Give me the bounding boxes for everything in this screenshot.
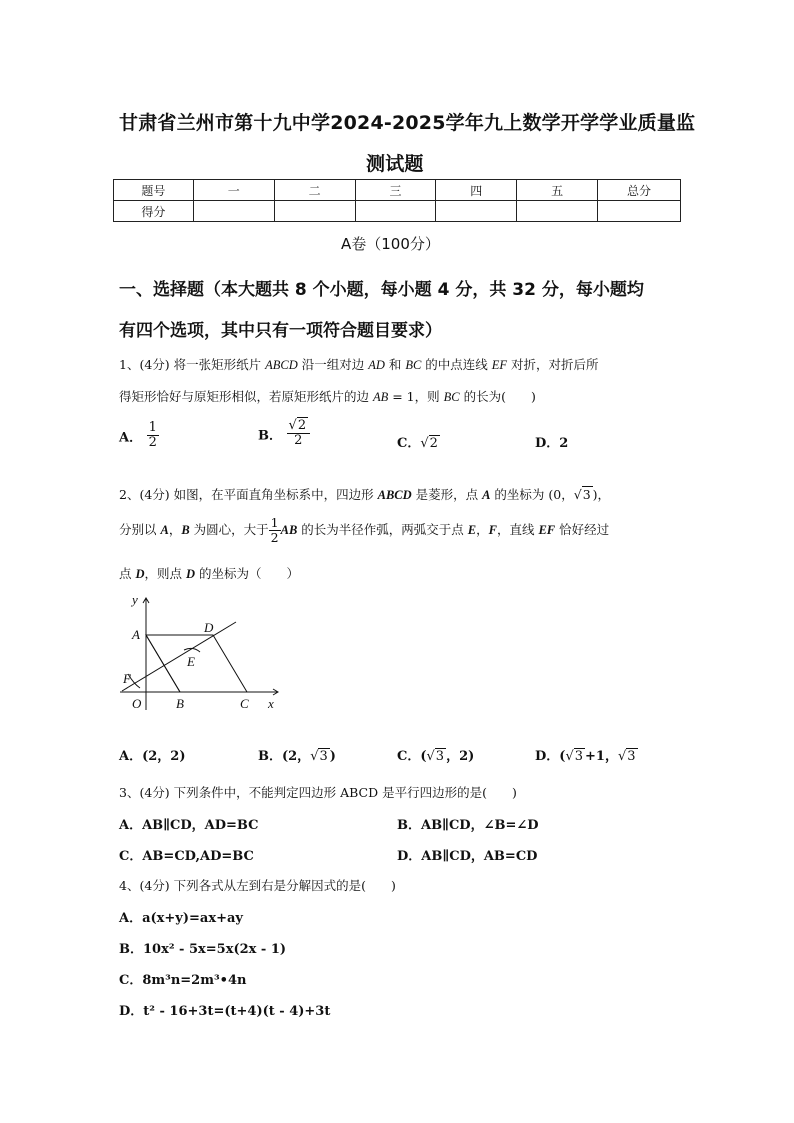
- score-cell[interactable]: [436, 201, 517, 222]
- score-header-cell: 四: [436, 180, 517, 201]
- page-title-cont: 测试题: [366, 153, 424, 175]
- score-table-header-row: [114, 180, 681, 201]
- score-table-score-row: [114, 201, 681, 222]
- label-f: F: [123, 671, 131, 686]
- label-d: D: [204, 620, 214, 635]
- q1-text: 的长为( ): [459, 389, 536, 404]
- score-header-cell: 五: [517, 180, 598, 201]
- question-1-line-1: [119, 355, 599, 373]
- option-label: C．: [397, 436, 421, 451]
- q1-text: 对折，对折后所: [507, 357, 599, 372]
- q2-text: ，: [168, 521, 182, 537]
- score-header-cell: 总分: [598, 180, 681, 201]
- rhombus-abcd: [146, 635, 247, 692]
- q2-var: ABCD: [377, 488, 412, 502]
- sqrt: √3: [565, 749, 584, 764]
- label-b: B: [176, 696, 184, 711]
- q2-text: 为圆心，大于: [189, 521, 269, 537]
- q2-option-c[interactable]: [397, 745, 474, 764]
- fraction-denominator: 2: [148, 435, 157, 451]
- q4-option-d[interactable]: D．t² - 16+3t=(t+4)(t - 4)+3t: [119, 1004, 331, 1019]
- q1-option-b[interactable]: [258, 419, 310, 449]
- q1-var: EF: [491, 358, 508, 372]
- q1-option-d[interactable]: D．2: [535, 436, 569, 451]
- q4-option-a[interactable]: A．a(x+y)=ax+ay: [119, 911, 243, 926]
- section-heading: 一、选择题（本大题共 8 个小题，每小题 4 分，共 32 分，每小题均: [119, 280, 644, 300]
- q2-var: D: [135, 567, 145, 581]
- sqrt-radicand: 3: [574, 749, 584, 764]
- q2-text: 的坐标为（ ）: [195, 566, 300, 581]
- q3-option-d[interactable]: D．AB∥CD，AB=CD: [397, 849, 538, 864]
- q1-var: ABCD: [265, 358, 298, 372]
- segment-ab: [146, 635, 180, 692]
- question-4-stem: 4、(4分) 下列各式从左到右是分解因式的是( ): [119, 878, 396, 893]
- sqrt-radicand: 3: [319, 749, 328, 764]
- sqrt: √2: [288, 418, 307, 433]
- q2-var: EF: [538, 522, 556, 537]
- fraction-denominator: 2: [270, 529, 279, 545]
- q1-var: BC: [443, 390, 460, 404]
- option-text: ): [329, 749, 336, 764]
- score-header-cell: 题号: [114, 180, 194, 201]
- q2-text: 是菱形，点: [411, 487, 483, 502]
- score-header-cell: 三: [355, 180, 436, 201]
- option-label: A．: [119, 430, 143, 446]
- q2-var: A: [160, 522, 169, 537]
- q2-text: )，: [592, 487, 611, 502]
- q3-option-b[interactable]: B．AB∥CD，∠B=∠D: [397, 818, 539, 833]
- section-heading-cont: 有四个选项，其中只有一项符合题目要求）: [119, 321, 442, 341]
- q2-text: 的坐标为 (0，: [490, 487, 574, 502]
- q2-option-d[interactable]: [535, 745, 638, 764]
- q2-text: 分别以: [119, 521, 161, 537]
- q2-text: ，直线: [496, 521, 539, 537]
- q1-text: = 1，则: [388, 389, 444, 404]
- score-cell[interactable]: [598, 201, 681, 222]
- q3-option-c[interactable]: C．AB=CD,AD=BC: [119, 849, 254, 864]
- sqrt-radicand: 3: [627, 749, 636, 764]
- question-3-stem: 3、(4分) 下列条件中，不能判定四边形 ABCD 是平行四边形的是( ): [119, 785, 517, 800]
- q2-text: 的长为半径作弧，两弧交于点: [297, 521, 468, 537]
- q1-text: 和: [384, 357, 406, 372]
- fraction: [147, 421, 159, 451]
- question-2-line-1: [119, 485, 610, 503]
- score-cell[interactable]: [193, 201, 274, 222]
- score-row-label: 得分: [114, 201, 194, 222]
- option-text: B．(2，: [258, 749, 311, 764]
- q4-option-c[interactable]: C．8m³n=2m³•4n: [119, 973, 247, 988]
- q2-text: ，: [476, 521, 489, 537]
- q2-var: AB: [280, 522, 298, 537]
- sqrt: √3: [426, 749, 445, 764]
- fraction-numerator: 1: [270, 515, 279, 530]
- fraction-numerator: 1: [148, 420, 157, 435]
- label-x: x: [268, 696, 274, 711]
- sqrt: √2: [420, 436, 438, 451]
- question-1-line-2: [119, 387, 536, 405]
- label-o: O: [132, 696, 142, 711]
- q2-text: 2、(4分) 如图，在平面直角坐标系中，四边形: [119, 487, 378, 502]
- question-2-line-2: [119, 516, 609, 545]
- score-cell[interactable]: [355, 201, 436, 222]
- fraction: [287, 419, 311, 449]
- label-e: E: [187, 654, 195, 669]
- q1-var: AD: [368, 358, 385, 372]
- q2-option-b[interactable]: [258, 745, 336, 764]
- option-label: B．: [258, 428, 282, 444]
- q1-var: AB: [372, 390, 389, 404]
- fraction: [269, 516, 281, 545]
- label-y: y: [132, 592, 138, 607]
- sqrt: √3: [573, 487, 591, 502]
- sqrt-radicand: 2: [297, 418, 307, 433]
- label-c: C: [240, 696, 249, 711]
- option-text: D．(: [535, 749, 566, 764]
- q2-text: 恰好经过: [555, 521, 610, 537]
- score-cell[interactable]: [274, 201, 355, 222]
- sqrt-radicand: 3: [582, 487, 591, 502]
- page-title: 甘肃省兰州市第十九中学2024-2025学年九上数学开学学业质量监: [119, 112, 696, 134]
- paper-label: A卷（100分）: [341, 235, 440, 253]
- q1-var: BC: [405, 358, 422, 372]
- option-text: C．(: [397, 749, 427, 764]
- score-header-cell: 二: [274, 180, 355, 201]
- q3-option-a[interactable]: A．AB∥CD，AD=BC: [119, 818, 259, 833]
- q1-text: 得矩形恰好与原矩形相似，若原矩形纸片的边: [119, 389, 373, 404]
- q1-text: 1、(4分) 将一张矩形纸片: [119, 357, 266, 372]
- score-table: [113, 179, 681, 222]
- question-2-line-3: [119, 564, 299, 582]
- q4-option-b[interactable]: B．10x² - 5x=5x(2x - 1): [119, 942, 287, 957]
- fraction-denominator: 2: [294, 433, 303, 449]
- q2-var: A: [482, 488, 491, 502]
- q2-var: B: [181, 522, 190, 537]
- q2-var: E: [467, 522, 477, 537]
- q1-option-a[interactable]: [119, 421, 159, 451]
- q1-text: 的中点连线: [421, 357, 492, 372]
- q2-option-a[interactable]: A．(2，2): [119, 749, 186, 764]
- sqrt: √3: [310, 749, 328, 764]
- option-text: +1，: [585, 749, 618, 764]
- q2-figure: [110, 588, 290, 718]
- label-a: A: [132, 627, 140, 642]
- q1-option-c[interactable]: [397, 432, 440, 451]
- sqrt-radicand: 3: [435, 749, 445, 764]
- score-cell[interactable]: [517, 201, 598, 222]
- q2-text: 点: [119, 566, 136, 581]
- sqrt-radicand: 2: [429, 436, 438, 451]
- q1-text: 沿一组对边: [297, 357, 369, 372]
- q2-var: D: [186, 567, 196, 581]
- sqrt: √3: [617, 749, 636, 764]
- score-header-cell: 一: [193, 180, 274, 201]
- fraction-numerator: [287, 419, 311, 434]
- option-text: ，2): [446, 749, 475, 764]
- q2-text: ，则点: [144, 566, 186, 581]
- q2-var: F: [488, 522, 497, 537]
